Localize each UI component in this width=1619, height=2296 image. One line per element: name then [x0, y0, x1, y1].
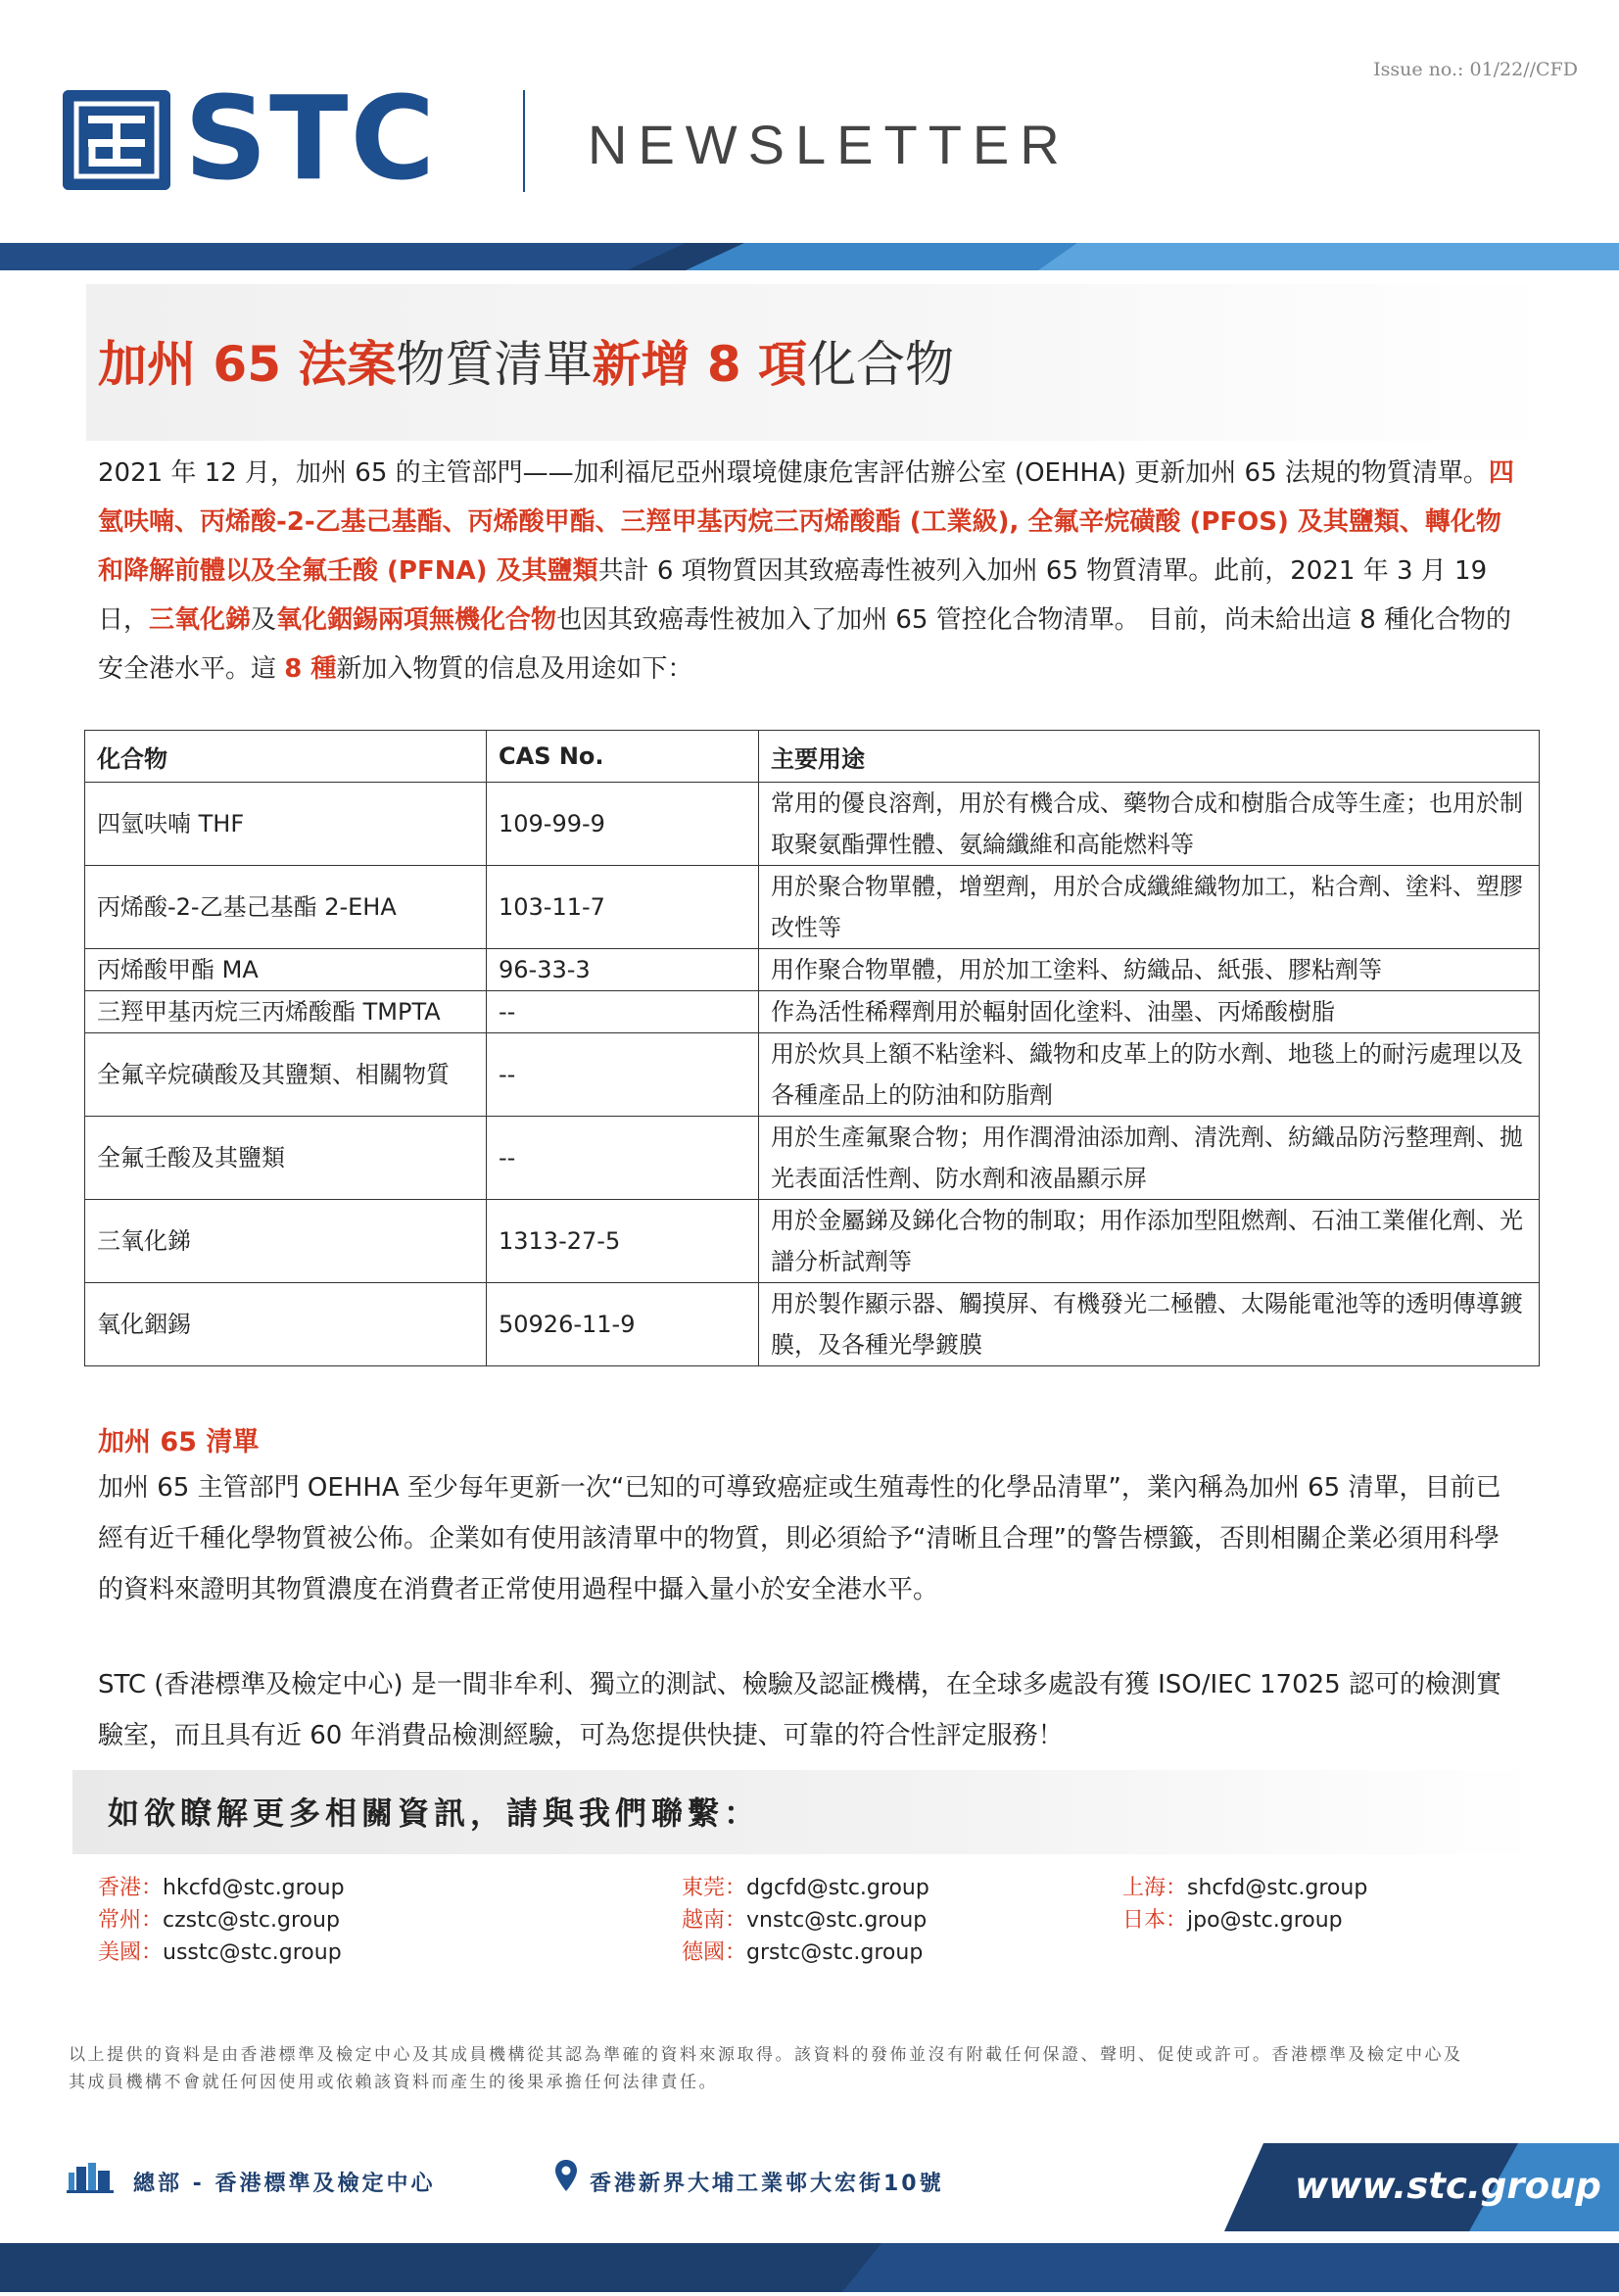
compounds-table — [84, 730, 1540, 1366]
cas-number: -- — [487, 1033, 759, 1117]
table-row — [85, 1033, 1540, 1117]
table-row — [85, 866, 1540, 949]
about-paragraph: STC (香港標準及檢定中心) 是一間非牟利、獨立的測試、檢驗及認証機構，在全球多處設有獲 ISO/IEC 17025 認可的檢測實驗室，而且具有近 60 年消費品檢測經驗，可為您提供快捷、可靠的符合性評定服務！ — [98, 1670, 1501, 1750]
compound-name: 三羥甲基丙烷三丙烯酸酯 TMPTA — [85, 991, 487, 1033]
column-header-cas: CAS No. — [487, 731, 759, 783]
contact-item — [682, 1871, 929, 1901]
header-divider — [523, 90, 525, 192]
footer-headquarters: 總部 - 香港標準及檢定中心 — [133, 2172, 436, 2196]
location-pin-icon — [554, 2159, 578, 2192]
compound-use: 用於聚合物單體，增塑劑，用於合成纖維織物加工，粘合劑、塗料、塑膠改性等 — [759, 866, 1540, 949]
cas-number: 50926-11-9 — [487, 1283, 759, 1366]
title-part-1: 加州 65 法案 — [98, 336, 397, 393]
compound-use: 用於金屬銻及銻化合物的制取；用作添加型阻燃劑、石油工業催化劑、光譜分析試劑等 — [759, 1200, 1540, 1283]
compound-name: 氧化銦錫 — [85, 1283, 487, 1366]
intro-text: 共計 6 項物質因其致癌毒性被列入加州 65 物質清單。此前，2021 年 3 月 19 日， — [98, 556, 1488, 635]
cas-number: 103-11-7 — [487, 866, 759, 949]
page-title — [98, 335, 954, 394]
compound-name: 全氟壬酸及其鹽類 — [85, 1117, 487, 1200]
intro-text: 也因其致癌毒性被加入了加州 65 管控化合物清單。 目前，尚未給出這 8 種化合物的安全港水平。這 — [98, 605, 1512, 684]
title-part-4: 化合物 — [807, 336, 955, 393]
contact-city: 東莞： — [682, 1876, 747, 1900]
intro-text: 及 — [251, 605, 277, 635]
contact-email-link[interactable]: usstc@stc.group — [163, 1940, 342, 1965]
contact-email-link[interactable]: czstc@stc.group — [163, 1908, 340, 1933]
section-body: 加州 65 主管部門 OEHHA 至少每年更新一次“已知的可導致癌症或生殖毒性的化學品清單”，業內稱為加州 65 清單，目前已經有近千種化學物質被公佈。企業如有使用該清單中的物質，則必須給予“清晰且合理”的警告標籤，否則相關企業必須用科學的資料來證明其物質濃度在消費者正常使用過程中攝入量小於安全港水平。 — [98, 1473, 1501, 1604]
compound-name: 全氟辛烷磺酸及其鹽類、相關物質 — [85, 1033, 487, 1117]
website-link[interactable]: www.stc.group — [1295, 2165, 1601, 2207]
contact-email-link[interactable]: shcfd@stc.group — [1187, 1876, 1368, 1900]
contact-city: 越南： — [682, 1908, 747, 1933]
compound-use: 常用的優良溶劑，用於有機合成、藥物合成和樹脂合成等生產；也用於制取聚氨酯彈性體、氨綸纖維和高能燃料等 — [759, 783, 1540, 866]
intro-text: 新加入物質的信息及用途如下： — [336, 654, 693, 684]
compound-name: 三氧化銻 — [85, 1200, 487, 1283]
contact-city: 香港： — [98, 1876, 164, 1900]
logo-wordmark: STC — [184, 71, 438, 206]
section-title: 加州 65 清單 — [98, 1427, 260, 1458]
table-row — [85, 949, 1540, 991]
contact-city: 德國： — [682, 1940, 747, 1965]
issue-number: Issue no.: 01/22//CFD — [1373, 59, 1578, 80]
cas-number: 1313-27-5 — [487, 1200, 759, 1283]
compound-use: 用作聚合物單體，用於加工塗料、紡織品、紙張、膠粘劑等 — [759, 949, 1540, 991]
compound-use: 用於生產氟聚合物；用作潤滑油添加劑、清洗劑、紡織品防污整理劑、拋光表面活性劑、防水劑和液晶顯示屏 — [759, 1117, 1540, 1200]
contact-item — [1122, 1871, 1367, 1901]
intro-highlight: 四氫呋喃、丙烯酸-2-乙基己基酯、丙烯酸甲酯、三羥甲基丙烷三丙烯酸酯 (工業級), 全氟辛烷磺酸 (PFOS) 及其鹽類、轉化物和降解前體以及全氟壬酸 (PFNA) 及其鹽類 — [98, 458, 1514, 586]
footer-band — [0, 2243, 1619, 2292]
contact-city: 上海： — [1122, 1876, 1188, 1900]
contact-city: 日本： — [1122, 1908, 1188, 1933]
compound-name: 丙烯酸-2-乙基己基酯 2-EHA — [85, 866, 487, 949]
building-icon — [65, 2161, 116, 2194]
contact-title: 如欲瞭解更多相關資訊，請與我們聯繫： — [108, 1794, 761, 1832]
newsletter-label: NEWSLETTER — [588, 114, 1071, 175]
contact-item — [98, 1903, 340, 1934]
contact-item — [98, 1936, 342, 1966]
table-row — [85, 1200, 1540, 1283]
disclaimer: 以上提供的資料是由香港標準及檢定中心及其成員機構從其認為準確的資料來源取得。該資料的發佈並沒有附載任何保證、聲明、促使或許可。香港標準及檢定中心及其成員機構不會就任何因使用或依賴該資料而產生的後果承擔任何法律責任。 — [69, 2045, 1463, 2092]
contact-email-link[interactable]: dgcfd@stc.group — [746, 1876, 929, 1900]
compound-use: 用於炊具上額不粘塗料、織物和皮革上的防水劑、地毯上的耐污處理以及各種產品上的防油和防脂劑 — [759, 1033, 1540, 1117]
intro-highlight: 8 種 — [284, 654, 337, 684]
contact-city: 常州： — [98, 1908, 164, 1933]
title-part-2: 物質清單 — [396, 336, 593, 393]
contact-item — [682, 1936, 923, 1966]
contact-item — [98, 1871, 345, 1901]
title-part-3: 新增 8 項 — [592, 336, 808, 393]
footer-address: 香港新界大埔工業邨大宏街10號 — [590, 2172, 944, 2196]
header-band — [0, 243, 1619, 270]
column-header-use: 主要用途 — [759, 731, 1540, 783]
table-row — [85, 783, 1540, 866]
contact-email-link[interactable]: jpo@stc.group — [1187, 1908, 1343, 1933]
contact-email-link[interactable]: grstc@stc.group — [746, 1940, 924, 1965]
intro-text: 2021 年 12 月，加州 65 的主管部門——加利福尼亞州環境健康危害評估辦公室 (OEHHA) 更新加州 65 法規的物質清單。 — [98, 458, 1489, 488]
compound-use: 作為活性稀釋劑用於輻射固化塗料、油墨、丙烯酸樹脂 — [759, 991, 1540, 1033]
cas-number: -- — [487, 991, 759, 1033]
table-row — [85, 991, 1540, 1033]
cas-number: -- — [487, 1117, 759, 1200]
column-header-compound: 化合物 — [85, 731, 487, 783]
contact-email-link[interactable]: hkcfd@stc.group — [163, 1876, 345, 1900]
contact-email-link[interactable]: vnstc@stc.group — [746, 1908, 928, 1933]
cas-number: 96-33-3 — [487, 949, 759, 991]
table-header-row — [85, 731, 1540, 783]
contact-item — [682, 1903, 927, 1934]
intro-highlight: 氧化銦錫兩項無機化合物 — [276, 605, 557, 635]
compound-name: 丙烯酸甲酯 MA — [85, 949, 487, 991]
intro-highlight: 三氧化銻 — [149, 605, 252, 635]
contact-item — [1122, 1903, 1343, 1934]
contact-city: 美國： — [98, 1940, 164, 1965]
table-row — [85, 1283, 1540, 1366]
compound-use: 用於製作顯示器、觸摸屏、有機發光二極體、太陽能電池等的透明傳導鍍膜，及各種光學鍍膜 — [759, 1283, 1540, 1366]
table-row — [85, 1117, 1540, 1200]
stc-logo-icon — [63, 90, 170, 190]
intro-paragraph — [98, 449, 1518, 694]
compound-name: 四氫呋喃 THF — [85, 783, 487, 866]
cas-number: 109-99-9 — [487, 783, 759, 866]
